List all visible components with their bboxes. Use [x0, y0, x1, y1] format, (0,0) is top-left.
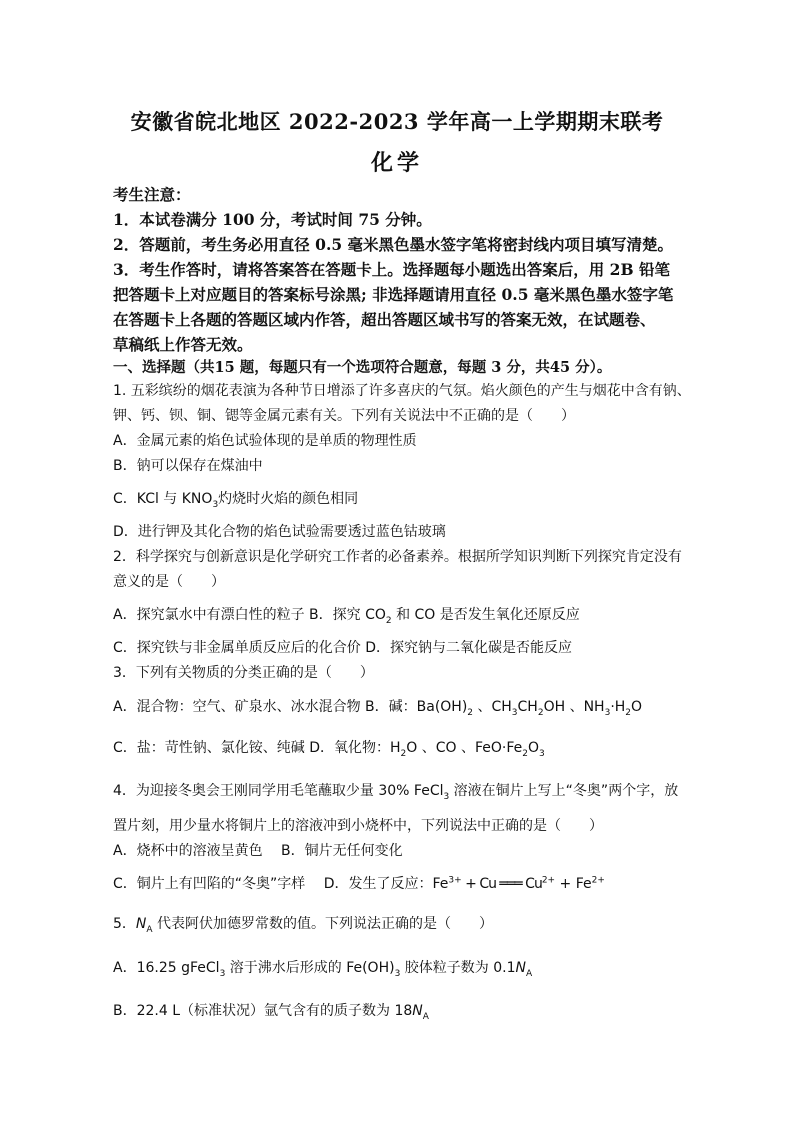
q3-stem: 3．下列有关物质的分类正确的是（ ）	[113, 665, 374, 681]
notice-item-2: 2．答题前，考生务必用直径 0.5 毫米黑色墨水签字笔将密封线内项目填写清楚。	[113, 235, 674, 254]
q5-option-b: B．22.4 L（标准状况）氩气含有的质子数为 $18N_A$	[113, 1003, 429, 1022]
q2-options-cd: C．探究铁与非金属单质反应后的化合价 D．探究钠与二氧化碳是否能反应	[113, 640, 573, 656]
notice-item-3-line-1: 3．考生作答时，请将答案答在答题卡上。选择题每小题选出答案后，用 2B 铅笔	[113, 260, 670, 279]
q1-option-b: B．钠可以保存在煤油中	[113, 458, 263, 474]
q1-option-a: A．金属元素的焰色试验体现的是单质的物理性质	[113, 433, 417, 449]
q2-stem-line-2: 意义的是（ ）	[113, 574, 225, 590]
notice-item-3-line-2: 把答题卡上对应题目的答案标号涂黑; 非选择题请用直径 0.5 毫米黑色墨水签字笔	[113, 285, 674, 304]
q4-stem-line-1: 4．为迎接冬奥会王刚同学用毛笔蘸取少量 30% FeCl$_3$ 溶液在铜片上写上“冬奥”两个字，放	[113, 783, 679, 802]
q4-stem-line-2: 置片刻，用少量水将铜片上的溶液冲到小烧杯中，下列说法中正确的是（ ）	[113, 818, 603, 834]
q4-options-ab: A．烧杯中的溶液呈黄色 B．铜片无任何变化	[113, 843, 403, 859]
section-1-heading: 一、选择题（共15 题，每题只有一个选项符合题意，每题 3 分，共45 分）。	[113, 359, 612, 376]
q2-stem-line-1: 2．科学探究与创新意识是化学研究工作者的必备素养。根据所学知识判断下列探究肯定没有	[113, 549, 682, 565]
notice-item-3-line-4: 草稿纸上作答无效。	[113, 335, 253, 354]
q4-options-cd: C．铜片上有凹陷的“冬奥”字样 D．发生了反应：$Fe^{3+} + Cu$ ═══ $Cu^{2+} + Fe^{2+}$	[113, 875, 605, 892]
exam-subject: 化学	[370, 150, 423, 176]
q3-options-cd: C．盐：苛性钠、氯化铵、纯碱 D．氧化物：$H_2O$ 、CO 、$FeO\cdot Fe_2O_3$	[113, 740, 545, 759]
q1-option-c: C．KCl 与 $KNO_3$灼烧时火焰的颜色相同	[113, 491, 359, 510]
q1-stem-line-2: 钾、钙、钡、铜、锶等金属元素有关。下列有关说法中不正确的是（ ）	[113, 408, 575, 424]
q1-stem-line-1: 1. 五彩缤纷的烟花表演为各种节日增添了许多喜庆的气氛。焰火颜色的产生与烟花中含有钠、	[113, 383, 691, 399]
q5-stem: 5．$N_A$ 代表阿伏加德罗常数的值。下列说法正确的是（ ）	[113, 916, 494, 935]
notice-heading: 考生注意：	[113, 185, 191, 204]
q2-options-ab: A．探究氯水中有漂白性的粒子 B．探究 $CO_2$ 和 CO 是否发生氧化还原反应	[113, 607, 580, 626]
q1-option-d: D．进行钾及其化合物的焰色试验需要透过蓝色钴玻璃	[113, 524, 446, 540]
notice-item-3-line-3: 在答题卡上各题的答题区域内作答，超出答题区域书写的答案无效，在试题卷、	[113, 310, 656, 329]
q5-option-a: A．16.25 gFeCl$_3$ 溶于沸水后形成的 $Fe(OH)_3$ 胶体粒子数为 $0.1N_A$	[113, 960, 533, 979]
notice-item-1: 1．本试卷满分 100 分，考试时间 75 分钟。	[113, 210, 432, 229]
exam-title: 安徽省皖北地区 2022-2023 学年高一上学期期末联考	[130, 109, 664, 134]
q3-options-ab: A．混合物：空气、矿泉水、冰水混合物 B．碱：$Ba(OH)_2$ 、$CH_3CH_2OH$ 、$NH_3\cdot H_2O$	[113, 699, 643, 718]
